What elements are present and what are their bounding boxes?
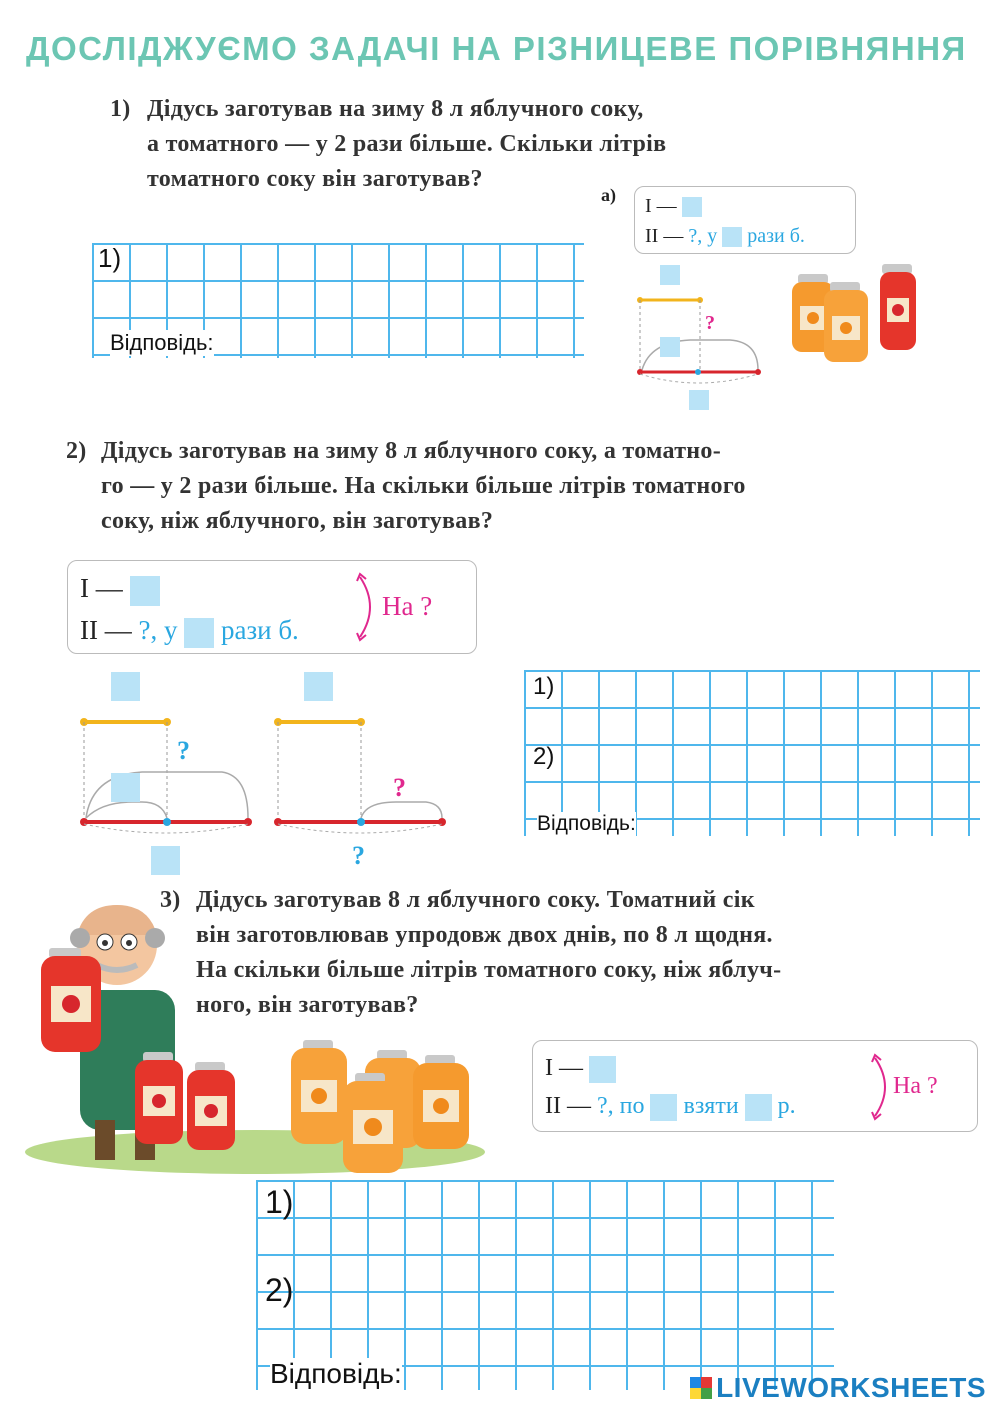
task-3-line: ного, він заготував? bbox=[196, 992, 419, 1018]
task-1-line: а томатного — у 2 рази більше. Скільки літрів bbox=[147, 131, 667, 157]
watermark-text: LIVEWORKSHEETS bbox=[716, 1372, 986, 1403]
scheme-row-2-label: II — bbox=[645, 225, 684, 247]
answer-square[interactable] bbox=[589, 1056, 616, 1083]
task-1-answer-label: Відповідь: bbox=[110, 330, 214, 355]
question-mark: ? bbox=[352, 841, 365, 870]
task-1-line: томатного соку він заготував? bbox=[147, 166, 483, 192]
question-mark: ? bbox=[177, 736, 190, 765]
task-3-row-label: 1) bbox=[265, 1184, 294, 1220]
answer-square[interactable] bbox=[184, 618, 214, 648]
answer-square[interactable] bbox=[130, 576, 160, 606]
task-1-row-label: 1) bbox=[98, 243, 122, 273]
answer-square[interactable] bbox=[682, 197, 702, 217]
question-mark: ? bbox=[705, 312, 715, 334]
scheme-letter: а) bbox=[601, 185, 616, 205]
scheme-row-2-middle: взяти bbox=[683, 1093, 739, 1119]
scheme-row-1-label: I — bbox=[80, 573, 123, 603]
task-2-text bbox=[66, 434, 956, 544]
task-2-answer-label: Відповідь: bbox=[537, 812, 636, 835]
answer-square[interactable] bbox=[111, 773, 140, 802]
answer-square[interactable] bbox=[660, 337, 680, 357]
task-2-diagram-b bbox=[266, 690, 456, 850]
task-3-answer-label: Відповідь: bbox=[270, 1358, 402, 1389]
task-1-line: Дідусь заготував на зиму 8 л яблучного соку, bbox=[147, 96, 644, 122]
task-2-diagram-a bbox=[72, 690, 262, 850]
task-3-number: 3) bbox=[160, 887, 181, 913]
question-mark: ? bbox=[393, 773, 406, 802]
juice-jars-illustration bbox=[788, 262, 930, 367]
page-title: ДОСЛІДЖУЄМО ЗАДАЧІ НА РІЗНИЦЕВЕ ПОРІВНЯННЯ bbox=[26, 30, 967, 67]
task-1-number: 1) bbox=[110, 96, 131, 122]
compare-arrow-icon bbox=[356, 571, 378, 643]
task-3-line: він заготовлював упродовж двох днів, по 8 л щодня. bbox=[196, 922, 773, 948]
task-3-scheme-box bbox=[532, 1040, 978, 1132]
scheme-row-2-label: II — bbox=[80, 615, 132, 645]
answer-square[interactable] bbox=[745, 1094, 772, 1121]
task-1-scheme-box bbox=[634, 186, 856, 254]
grandfather-with-jars-illustration bbox=[25, 890, 495, 1180]
liveworksheets-logo-icon bbox=[690, 1377, 712, 1399]
task-2-row-label: 1) bbox=[533, 673, 555, 700]
task-2-number: 2) bbox=[66, 438, 87, 464]
scheme-row-1-label: I — bbox=[545, 1055, 583, 1081]
answer-square[interactable] bbox=[304, 672, 333, 701]
task-2-scheme-box bbox=[67, 560, 477, 654]
answer-square[interactable] bbox=[722, 227, 742, 247]
compare-arrow-icon bbox=[871, 1053, 893, 1121]
task-2-line: соку, ніж яблучного, він заготував? bbox=[101, 508, 494, 534]
task-3-line: На скільки більше літрів томатного соку, ніж яблуч- bbox=[196, 957, 782, 983]
task-3-line: Дідусь заготував 8 л яблучного соку. Томатний сік bbox=[196, 887, 755, 913]
compare-label: На ? bbox=[382, 591, 433, 621]
answer-square[interactable] bbox=[151, 846, 180, 875]
task-2-row-label: 2) bbox=[533, 743, 555, 770]
answer-square[interactable] bbox=[660, 265, 680, 285]
answer-square[interactable] bbox=[689, 390, 709, 410]
answer-square[interactable] bbox=[650, 1094, 677, 1121]
task-3-row-label: 2) bbox=[265, 1272, 294, 1308]
scheme-row-2-unknown: ?, у bbox=[688, 225, 718, 247]
scheme-row-2-unknown: ?, по bbox=[596, 1093, 645, 1119]
task-2-line: Дідусь заготував на зиму 8 л яблучного соку, а томатно- bbox=[101, 438, 722, 464]
answer-square[interactable] bbox=[111, 672, 140, 701]
scheme-row-2-suffix: р. bbox=[777, 1093, 796, 1119]
scheme-row-1-label: I — bbox=[645, 195, 677, 217]
scheme-row-2-suffix: рази б. bbox=[220, 615, 299, 645]
scheme-row-2-label: II — bbox=[545, 1093, 591, 1119]
task-2-line: го — у 2 рази більше. На скільки більше літрів томатного bbox=[101, 473, 746, 499]
compare-label: На ? bbox=[893, 1073, 938, 1099]
liveworksheets-watermark bbox=[690, 1372, 986, 1404]
scheme-row-2-suffix: рази б. bbox=[747, 225, 805, 247]
scheme-row-2-unknown: ?, у bbox=[138, 615, 178, 645]
